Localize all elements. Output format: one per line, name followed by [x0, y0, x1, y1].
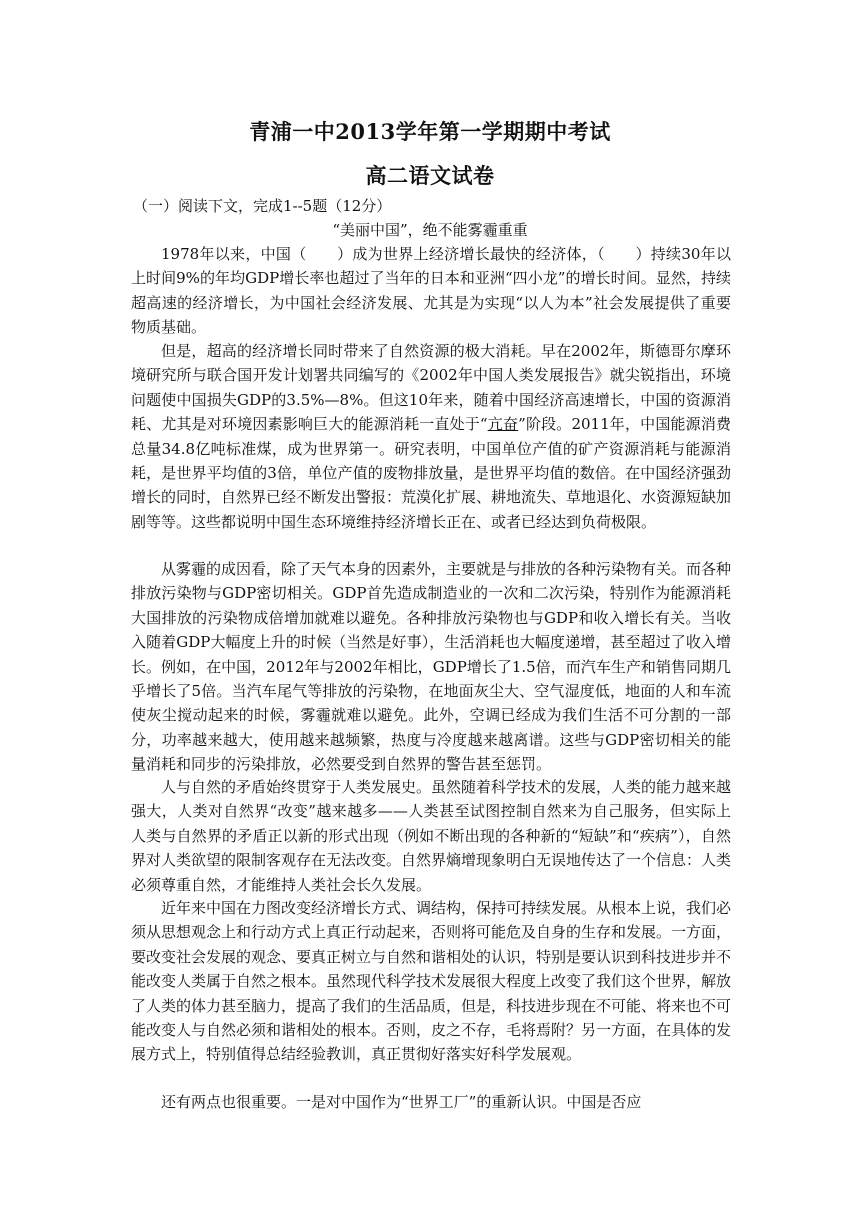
paragraph: 从雾霾的成因看，除了天气本身的因素外，主要就是与排放的各种污染物有关。而各种排放污染物与GDP密切相关。GDP首先造成制造业的一次和二次污染，特别作为能源消耗大国排放的污染物成倍增加就难以避免。各种排放污染物也与GDP和收入增长有关。当收入随着GDP大幅度上升的时候（当然是好事），生活消耗也大幅度递增，甚至超过了收入增长。例如，在中国，2012年与2002年相比，GDP增长了1.5倍，而汽车生产和销售同期几乎增长了5倍。当汽车尾气等排放的污染物，在地面灰尘大、空气湿度低，地面的人和车流使灰尘搅动起来的时候，雾霾就难以避免。此外，空调已经成为我们生活不可分割的一部分，功率越来越大，使用越来越频繁，热度与冷度越来越离谱。这些与GDP密切相关的能量消耗和同步的污染排放，必然要受到自然界的警告甚至惩罚。	[131, 560, 732, 774]
section-heading: （一）阅读下文，完成1--5题（12分）	[133, 197, 392, 215]
exam-subtitle: 高二语文试卷	[365, 163, 495, 188]
paragraph-text: 但是，超高的经济增长同时带来了自然资源的极大消耗。早在2002年，斯德哥尔摩环境研究所与联合国开发计划署共同编写的《2002年中国人类发展报告》就尖锐指出，环境问题使中国损失GDP的3.5%—8%。但这10年来，随着中国经济高速增长，中国的资源消耗、尤其是对环境因素影响巨大的能源消耗一直处于“	[131, 342, 731, 434]
article-title: “美丽中国”，绝不能雾霾重重	[332, 221, 528, 239]
paragraph: 1978年以来，中国（ ）成为世界上经济增长最快的经济体，（ ）持续30年以上时间9%的年均GDP增长率也超过了当年的日本和亚洲“四小龙”的增长时间。显然，持续超高速的经济增长，为中国社会经济发展、尤其是为实现“以人为本”社会发展提供了重要物质基础。	[131, 245, 731, 337]
paragraph: 人与自然的矛盾始终贯穿于人类发展史。虽然随着科学技术的发展，人类的能力越来越强大，人类对自然界“改变”越来越多——人类甚至试图控制自然来为自己服务，但实际上人类与自然界的矛盾正以新的形式出现（例如不断出现的各种新的“短缺”和“疾病”），自然界对人类欲望的限制客观存在无法改变。自然界熵增现象明白无误地传达了一个信息：人类必须尊重自然，才能维持人类社会长久发展。	[131, 778, 732, 894]
paragraph-text: ”阶段。2011年，中国能源消费总量34.8亿吨标准煤，成为世界第一。研究表明，中国单位产值的矿产资源消耗与能源消耗，是世界平均值的3倍，单位产值的废物排放量，是世界平均值的数倍。在中国经济强劲增长的同时，自然界已经不断发出警报：荒漠化扩展、耕地流失、草地退化、水资源短缺加剧等等。这些都说明中国生态环境维持经济增长正在、或者已经达到负荷极限。	[131, 415, 732, 531]
paragraph	[131, 339, 731, 534]
paragraph: 还有两点也很重要。一是对中国作为“世界工厂”的重新认识。中国是否应	[161, 1093, 642, 1111]
underlined-term: 亢奋	[487, 415, 519, 434]
paragraph: 近年来中国在力图改变经济增长方式、调结构，保持可持续发展。从根本上说，我们必须从思想观念上和行动方式上真正行动起来，否则将可能危及自身的生存和发展。一方面，要改变社会发展的观念、要真正树立与自然和谐相处的认识，特别是要认识到科技进步并不能改变人类属于自然之根本。虽然现代科学技术发展很大程度上改变了我们这个世界，解放了人类的体力甚至脑力，提高了我们的生活品质，但是，科技进步现在不可能、将来也不可能改变人与自然必须和谐相处的根本。否则，皮之不存，毛将焉附？另一方面，在具体的发展方式上，特别值得总结经验教训，真正贯彻好落实好科学发展观。	[131, 899, 732, 1064]
exam-title: 青浦一中2013学年第一学期期中考试	[249, 119, 611, 144]
